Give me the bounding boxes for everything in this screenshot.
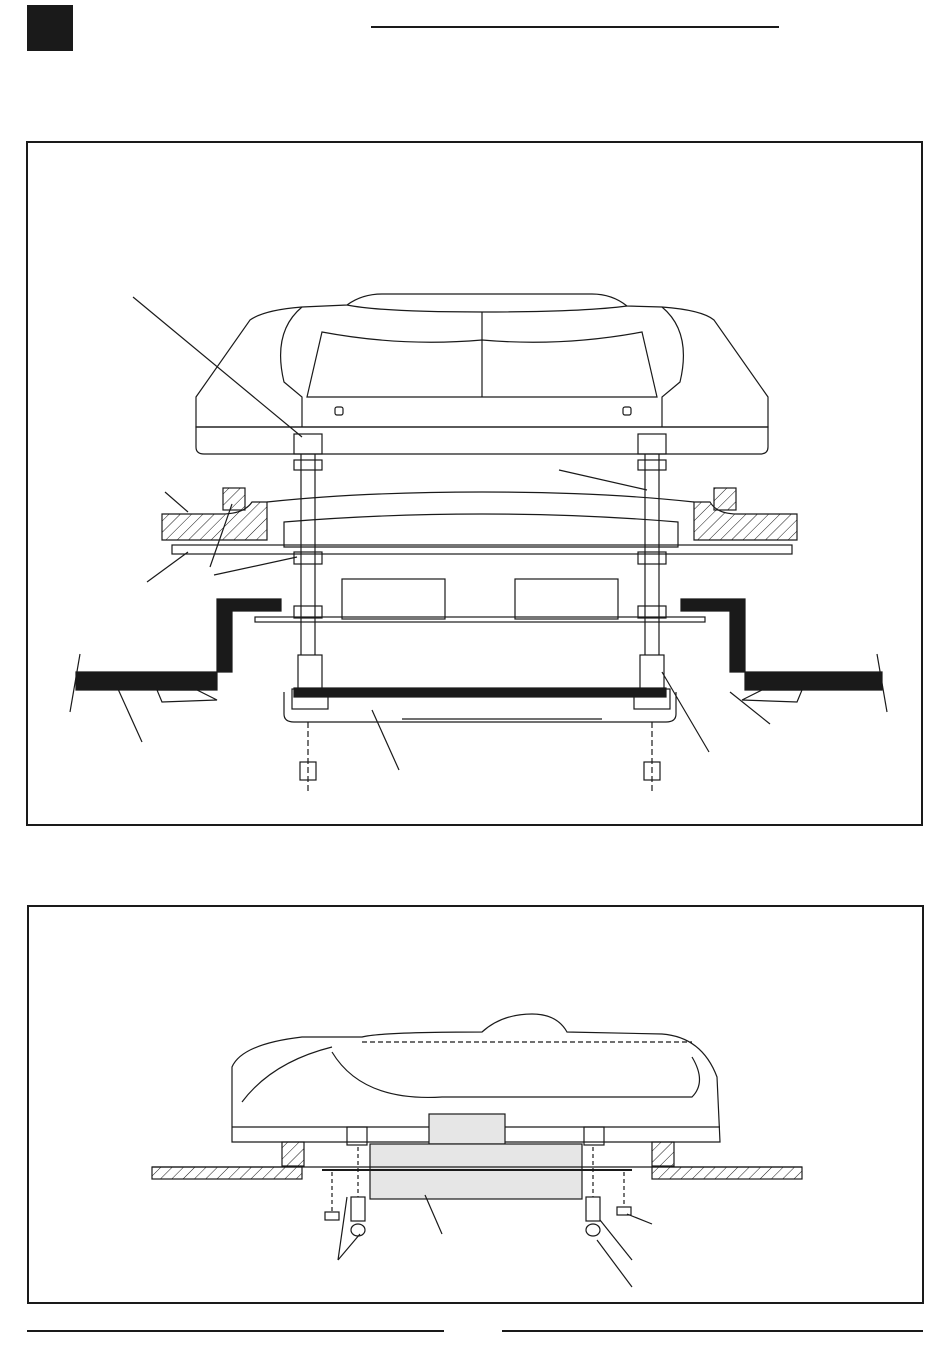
leader-line [425, 1195, 442, 1234]
interior-grille [370, 1144, 582, 1199]
leader-line [559, 470, 647, 490]
roof-panel-right [652, 1167, 802, 1179]
roof-panel-left [152, 1167, 302, 1179]
unit-hole-right [623, 407, 631, 415]
frame-profile-left [76, 599, 281, 690]
unit-left-contour [242, 1047, 332, 1102]
side-trim-left [157, 690, 217, 702]
roof-panel-right [694, 502, 797, 540]
leader-line [214, 557, 297, 575]
unit-center-block [429, 1114, 505, 1144]
leader-line [118, 689, 142, 742]
leader-line [165, 492, 188, 512]
screw-nut-left [325, 1127, 367, 1236]
leader-line [627, 1214, 652, 1224]
unit-top-ridge [347, 305, 627, 312]
leader-line [372, 710, 399, 770]
figure-panel-bottom [27, 905, 924, 1304]
component-box-right [515, 579, 618, 619]
inner-frame-top [284, 514, 678, 547]
component-box-left [342, 579, 445, 619]
leader-line [133, 297, 302, 437]
center-housing [267, 492, 694, 502]
unit-right-contour [662, 307, 683, 427]
leader-line [147, 552, 188, 582]
figure-bottom-drawing [29, 907, 922, 1302]
section-marker-block [27, 5, 73, 51]
leader-line [597, 1240, 632, 1287]
leader-line [730, 692, 770, 724]
roof-panel-left [162, 502, 267, 540]
seal-left [223, 488, 245, 510]
unit-base-plate [196, 427, 768, 454]
bolt-left [292, 434, 328, 792]
leader-line [600, 1220, 632, 1260]
header-rule [371, 26, 779, 28]
unit-left-contour [281, 307, 302, 427]
seal-right [652, 1142, 674, 1166]
leader-line [662, 672, 709, 752]
frame-profile-right [681, 599, 882, 690]
ceiling-strip [172, 545, 792, 554]
figure-panel-top [26, 141, 923, 826]
seal-right [714, 488, 736, 510]
frame-bar-bottom [294, 688, 666, 697]
unit-hole-left [335, 407, 343, 415]
screw-nut-right [584, 1127, 631, 1236]
unit-front-scoop [332, 1052, 700, 1097]
footer-rule-left [27, 1330, 444, 1332]
footer-rule-right [502, 1330, 923, 1332]
side-trim-right [742, 690, 802, 702]
seal-left [282, 1142, 304, 1166]
figure-top-drawing [28, 143, 921, 824]
